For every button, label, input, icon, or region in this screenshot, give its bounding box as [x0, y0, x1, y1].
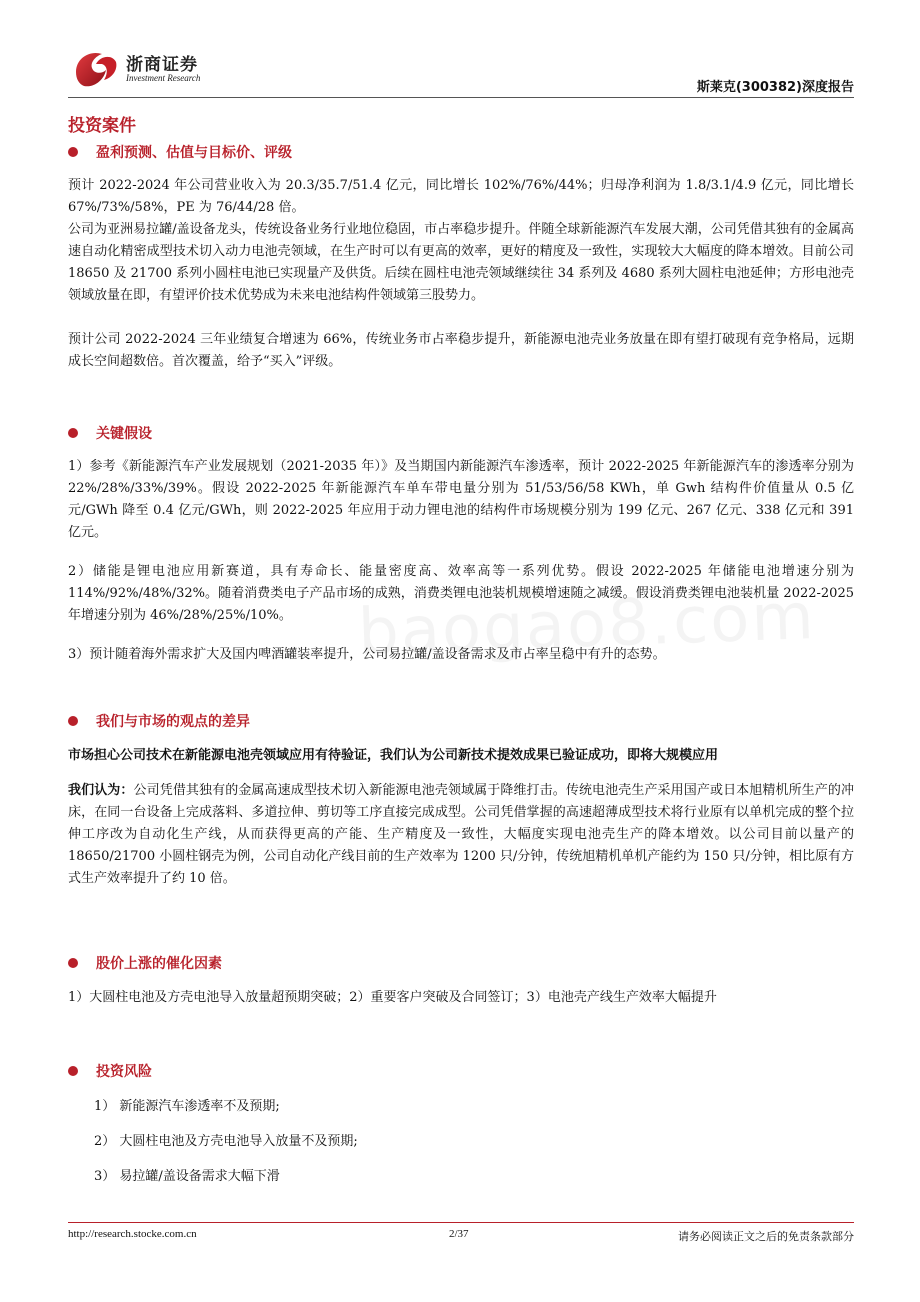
risk-item-2: 2） 大圆柱电池及方壳电池导入放量不及预期; [94, 1134, 358, 1149]
forecast-heading-text: 盈利预测、估值与目标价、评级 [96, 145, 292, 161]
risks-heading-text: 投资风险 [96, 1064, 152, 1080]
bullet-icon [68, 958, 78, 968]
bullet-icon [68, 428, 78, 438]
page-header [68, 40, 854, 98]
forecast-heading [68, 142, 292, 162]
forecast-paragraph-2: 公司为亚洲易拉罐/盖设备龙头，传统设备业务行业地位稳固，市占率稳步提升。伴随全球新能源汽车发展大潮，公司凭借其独有的金属高速自动化精密成型技术切入动力电池壳领域，在生产时可以有更高的效率，更好的精度及一致性，实现较大大幅度的降本增效。目前公司 18650 及 21700 系列小圆柱电池已实现量产及供货。后续在圆柱电池壳领域继续往 34 系列及 4680 系列大圆柱电池延伸；方形电池壳领域放量在即，有望评价技术优势成为未来电池结构件领域第三股势力。 [68, 222, 854, 303]
header-divider [68, 97, 854, 98]
logo-english-name: Investment Research [126, 73, 201, 83]
logo-chinese-name: 浙商证券 [126, 55, 198, 75]
risk-item-3: 3） 易拉罐/盖设备需求大幅下滑 [94, 1169, 280, 1184]
assumptions-heading-text: 关键假设 [96, 426, 152, 442]
disclaimer-note: 请务必阅读正文之后的免责条款部分 [678, 1230, 854, 1243]
catalysts-heading-text: 股价上涨的催化因素 [96, 956, 222, 972]
catalysts-heading [68, 953, 222, 973]
difference-key-statement: 市场担心公司技术在新能源电池壳领域应用有待验证，我们认为公司新技术提效成果已验证成功，即将大规模应用 [68, 748, 719, 763]
assumptions-heading [68, 423, 152, 443]
bullet-icon [68, 716, 78, 726]
difference-body-text: 公司凭借其独有的金属高速成型技术切入新能源电池壳领域属于降维打击。传统电池壳生产采用国产或日本旭精机所生产的冲床，在同一台设备上完成落料、多道拉伸、剪切等工序直接完成成型。公司凭借掌握的高速超薄成型技术将行业原有以单机完成的整个拉伸工序改为自动化生产线，从而获得更高的产能、生产精度及一致性，大幅度实现电池壳生产的降本增效。以公司目前以量产的 18650/21700 小圆柱钢壳为例，公司自动化产线目前的生产效率为 1200 只/分钟，传统旭精机单机产能约为 150 只/分钟，相比原有方式生产效率提升了约 10 倍。 [68, 783, 854, 886]
bullet-icon [68, 147, 78, 157]
difference-lead: 我们认为： [68, 783, 134, 798]
risks-heading [68, 1061, 152, 1081]
company-logo-icon [72, 48, 118, 90]
assumptions-paragraph-3: 3）预计随着海外需求扩大及国内啤酒罐装率提升，公司易拉罐/盖设备需求及市占率呈稳中有升的态势。 [68, 647, 666, 662]
difference-heading [68, 711, 250, 731]
section-title: 投资案件 [68, 116, 136, 136]
risk-item-1: 1） 新能源汽车渗透率不及预期; [94, 1099, 280, 1114]
page-number: 2/37 [449, 1228, 469, 1240]
assumptions-paragraph-1: 1）参考《新能源汽车产业发展规划（2021-2035 年）》及当期国内新能源汽车渗透率，预计 2022-2025 年新能源汽车的渗透率分别为 22%/28%/33%/39%。假设 2022-2025 年新能源汽车单车带电量分别为 51/53/56/58 KWh，单 Gwh 结构件价值量从 0.5 亿元/GWh 降至 0.4 亿元/GWh，则 2022-2025 年应用于动力锂电池的结构件市场规模分别为 199 亿元、267 亿元、338 亿元和 391 亿元。 [68, 459, 854, 540]
assumptions-paragraph-2: 2）储能是锂电池应用新赛道，具有寿命长、能量密度高、效率高等一系列优势。假设 2022-2025 年储能电池增速分别为 114%/92%/48%/32%。随着消费类电子产品市场的成熟，消费类锂电池装机规模增速随之减缓。假设消费类锂电池装机量 2022-2025 年增速分别为 46%/28%/25%/10%。 [68, 564, 854, 623]
report-title: 斯莱克(300382)深度报告 [696, 80, 854, 95]
difference-body [68, 780, 854, 890]
difference-heading-text: 我们与市场的观点的差异 [96, 714, 250, 730]
forecast-paragraph-3: 预计公司 2022-2024 三年业绩复合增速为 66%，传统业务市占率稳步提升，新能源电池壳业务放量在即有望打破现有竞争格局，远期成长空间超数倍。首次覆盖，给予“买入”评级。 [68, 332, 854, 369]
catalysts-text: 1）大圆柱电池及方壳电池导入放量超预期突破；2）重要客户突破及合同签订；3）电池壳产线生产效率大幅提升 [68, 990, 717, 1005]
bullet-icon [68, 1066, 78, 1076]
footer-url[interactable]: http://research.stocke.com.cn [68, 1228, 197, 1240]
forecast-paragraph-1: 预计 2022-2024 年公司营业收入为 20.3/35.7/51.4 亿元，同比增长 102%/76%/44%；归母净利润为 1.8/3.1/4.9 亿元，同比增长 67%/73%/58%，PE 为 76/44/28 倍。 [68, 178, 854, 215]
footer-divider [68, 1222, 854, 1223]
